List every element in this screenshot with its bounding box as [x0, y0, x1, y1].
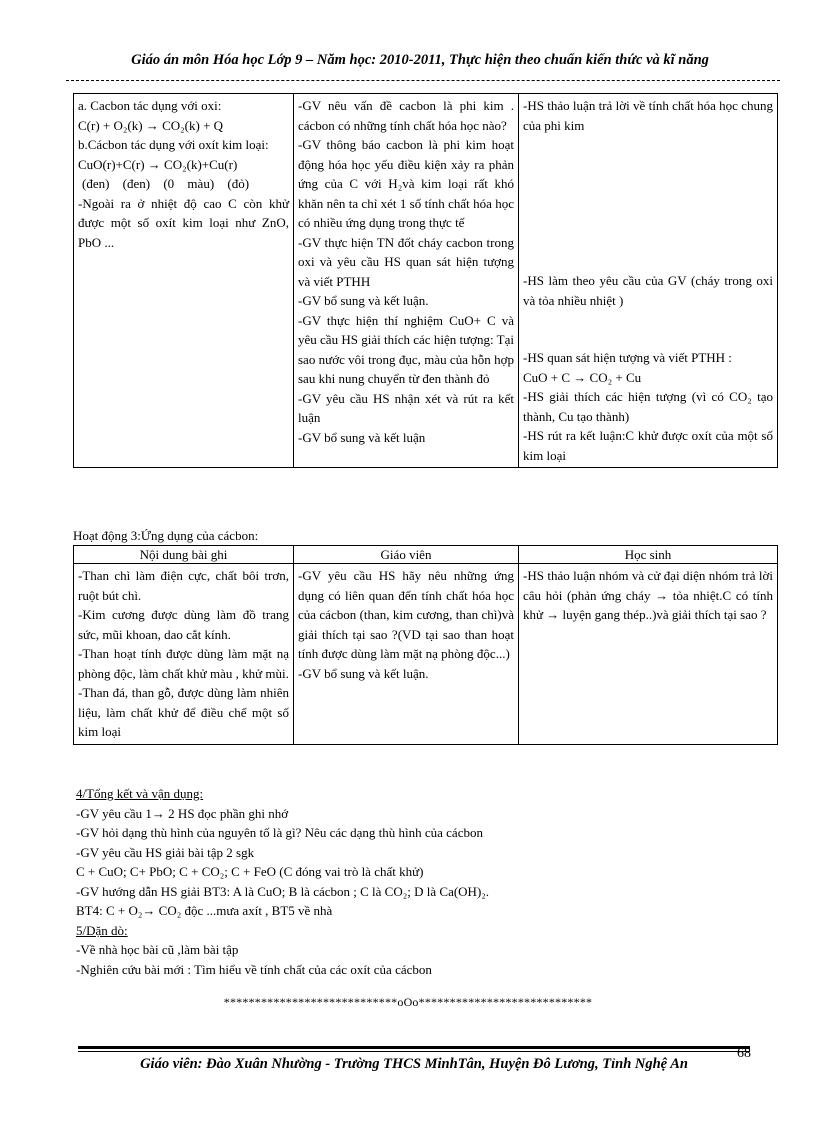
student-cell: [519, 94, 778, 468]
page-header: Giáo án môn Hóa học Lớp 9 – Năm học: 2010-2011, Thực hiện theo chuẩn kiến thức và kĩ năng: [131, 52, 709, 68]
list-item: -HS thảo luận trả lời về tính chất hóa học chung của phi kim: [523, 98, 773, 133]
list-item: -Than chì làm điện cực, chất bôi trơn, ruột bút chì.: [78, 568, 289, 603]
content-cell: [74, 94, 294, 468]
color-note: (đen) (đen) (0 màu) (đỏ): [82, 176, 250, 191]
list-item: C + CuO; C+ PbO; C + CO₂; C + FeO (C đóng vai trò là chất khử): [76, 864, 424, 879]
column-header: Giáo viên: [294, 546, 519, 564]
list-item: -GV yêu cầu 1→ 2 HS đọc phần ghi nhớ: [76, 805, 289, 821]
page-number: 68: [737, 1046, 751, 1061]
list-item: -GV yêu cầu HS giải bài tập 2 sgk: [76, 844, 255, 860]
table-row: [74, 564, 778, 745]
list-item: -GV nêu vấn đề cacbon là phi kim . cácbon có những tính chất hóa học nào?: [298, 98, 514, 133]
column-header: Học sinh: [519, 546, 778, 564]
list-item: -GV yêu cầu HS hãy nêu những ứng dụng có liên quan đến tính chất hóa học của cácbon (than, kim cương, than chì)và giải thích tại sao ?(VD tại sao than hoạt tính được dùng làm mặt nạ phòng độc...): [298, 568, 514, 661]
list-item: -HS rút ra kết luận:C khử được oxít của một số kim loại: [523, 428, 773, 463]
column-header: Nội dung bài ghi: [74, 546, 294, 564]
equation: C(r) + O₂(k) → CO₂(k) + Q: [78, 117, 224, 133]
teacher-cell: [294, 94, 519, 468]
list-item: -HS quan sát hiện tượng và viết PTHH :: [523, 350, 732, 365]
content-cell: [74, 564, 294, 745]
equation: CuO(r)+C(r) → CO₂(k)+Cu(r): [78, 156, 238, 172]
list-item: -GV bổ sung và kết luận: [298, 429, 426, 445]
list-item: a. Cacbon tác dụng với oxi:: [78, 98, 222, 113]
list-item: -Về nhà học bài cũ ,làm bài tập: [76, 942, 239, 957]
list-item: -GV thực hiện TN đốt cháy cacbon trong oxi và yêu cầu HS quan sát hiện tượng và viết PTHH: [298, 234, 514, 289]
footer-divider-thin: [78, 1051, 750, 1052]
footer-divider: [78, 1046, 750, 1049]
table-header-row: [74, 546, 778, 564]
list-item: -GV bổ sung và kết luận.: [298, 293, 429, 308]
list-item: -GV thông báo cacbon là phi kim hoạt động hóa học yếu điều kiện xảy ra phản ứng của C với H₂và kim loại rất khó khăn nên ta chỉ xét 1 số tính chất hóa học có nhiều ứng dụng trong thực tế: [298, 137, 514, 230]
list-item: -Than hoạt tính được dùng làm mặt nạ phòng độc, làm chất khử màu , khử mùi.: [78, 646, 289, 681]
list-item: -HS giải thích các hiện tượng (vì có CO₂ tạo thành, Cu tạo thành): [523, 389, 773, 424]
list-item: -GV bổ sung và kết luận.: [298, 665, 429, 681]
list-item: -Kim cương được dùng làm đồ trang sức, mũi khoan, dao cắt kính.: [78, 607, 289, 642]
section-separator: ****************************oOo****************************: [223, 995, 593, 1009]
page-footer: Giáo viên: Đào Xuân Nhường - Trường THCS MinhTân, Huyện Đô Lương, Tỉnh Nghệ An: [140, 1056, 688, 1072]
student-cell: [519, 564, 778, 745]
summary-section: [76, 784, 776, 979]
list-item: -GV hướng dẫn HS giải BT3: A là CuO; B là cácbon ; C là CO₂; D là Ca(OH)₂.: [76, 883, 490, 899]
list-item: -GV thực hiện thí nghiệm CuO+ C và yêu cầu HS giải thích các hiện tượng: Tại sao nước vôi trong đục, màu của hỗn hợp sau khi nung chuyển từ đen thành đỏ: [298, 312, 514, 386]
list-item: -Ngoài ra ở nhiệt độ cao C còn khử được một số oxít kim loại như ZnO, PbO ...: [78, 195, 289, 250]
list-item: BT4: C + O₂→ CO₂ độc ...mưa axít , BT5 về nhà: [76, 903, 333, 918]
activity3-title: Hoạt động 3:Ứng dụng của cácbon:: [73, 528, 259, 543]
homework-title: 5/Dặn dò:: [76, 922, 128, 938]
chemical-properties-table: [73, 93, 778, 468]
teacher-cell: [294, 564, 519, 745]
list-item: -GV yêu cầu HS nhận xét và rút ra kết luận: [298, 390, 514, 425]
table-row: [74, 94, 778, 468]
list-item: -HS làm theo yêu cầu của GV (cháy trong oxi và tỏa nhiều nhiệt ): [523, 273, 773, 308]
equation: CuO + C → CO₂ + Cu: [523, 369, 642, 385]
list-item: -HS thảo luận nhóm và cử đại diện nhóm trả lời câu hỏi (phản ứng cháy → tỏa nhiệt.C có tính khử → luyện gang thép..)và giải thích tại sao ?: [523, 568, 773, 622]
list-item: -Nghiên cứu bài mới : Tìm hiểu về tính chất của các oxít của cácbon: [76, 961, 432, 977]
list-item: b.Cácbon tác dụng với oxít kim loại:: [78, 137, 269, 152]
applications-table: [73, 545, 778, 745]
list-item: -Than đá, than gỗ, được dùng làm nhiên liệu, làm chất khử để điều chế một số kim loại: [78, 685, 289, 739]
summary-title: 4/Tổng kết và vận dụng:: [76, 786, 204, 801]
header-divider: [66, 80, 780, 81]
list-item: -GV hỏi dạng thù hình của nguyên tố là gì? Nêu các dạng thù hình của cácbon: [76, 825, 483, 840]
